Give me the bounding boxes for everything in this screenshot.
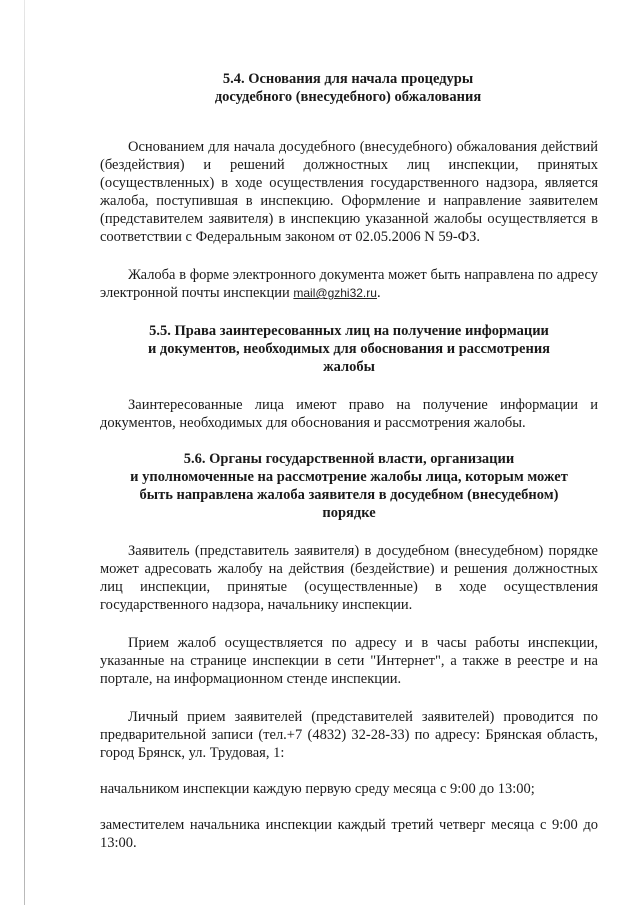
heading-5-6-line1: 5.6. Органы государственной власти, организации: [183, 451, 515, 467]
paragraph-5-6-applicant: Заявитель (представитель заявителя) в досудебном (внесудебном) порядке может адресовать жалобу на действия (бездействие) и решения должностных лиц инспекции, принятые (осуществленные) в ходе осуществления государственного надзора, начальнику инспекции.: [100, 543, 598, 613]
heading-5-5-line2: и документов, необходимых для обоснования и рассмотрения: [147, 341, 551, 357]
paragraph-5-4-electronic: [100, 266, 598, 302]
paragraph-5-6-personal-reception: Личный прием заявителей (представителей заявителей) проводится по предварительной записи (тел.+7 (4832) 32-28-33) по адресу: Брянская область, город Брянск, ул. Трудовая, 1:: [100, 709, 598, 761]
paragraph-5-4-basis: Основанием для начала досудебного (внесудебного) обжалования действий (бездействия) и решений должностных лиц инспекции, принятых (осуществленных) в ходе осуществления государственного надзора, является жалоба, поступившая в инспекцию. Оформление и направление заявителем (представителем заявителя) в инспекцию указанной жалобы осуществляется в соответствии с Федеральным законом от 02.05.2006 N 59-ФЗ.: [100, 139, 598, 245]
heading-5-6-line2: и уполномоченные на рассмотрение жалобы лица, которым может: [130, 469, 568, 485]
heading-5-6-line4: порядке: [322, 505, 376, 521]
paragraph-5-6-deputy-schedule: заместителем начальника инспекции каждый третий четверг месяца с 9:00 до 13:00.: [100, 817, 598, 851]
heading-5-5-line1: 5.5. Права заинтересованных лиц на получение информации: [149, 323, 549, 339]
scan-edge-line: [24, 0, 25, 905]
paragraph-5-6-reception: Прием жалоб осуществляется по адресу и в часы работы инспекции, указанные на странице инспекции в сети "Интернет", а также в реестре и на портале, на информационном стенде инспекции.: [100, 635, 598, 687]
paragraph-5-4-electronic-text: Жалоба в форме электронного документа может быть направлена по адресу электронной почты инспекции: [100, 267, 598, 301]
email-link[interactable]: mail@gzhi32.ru: [293, 286, 377, 300]
heading-5-6: [100, 450, 598, 522]
paragraph-5-5-rights: Заинтересованные лица имеют право на получение информации и документов, необходимых для обоснования и рассмотрения жалобы.: [100, 397, 598, 431]
document-page: [100, 70, 598, 852]
paragraph-5-4-electronic-end: .: [376, 285, 381, 301]
heading-5-4: [98, 70, 598, 106]
heading-5-4-line2: досудебного (внесудебного) обжалования: [214, 89, 482, 105]
paragraph-5-6-head-schedule: начальником инспекции каждую первую среду месяца с 9:00 до 13:00;: [100, 781, 535, 797]
heading-5-6-line3: быть направлена жалоба заявителя в досудебном (внесудебном): [139, 487, 559, 503]
heading-5-5-line3: жалобы: [323, 359, 375, 375]
heading-5-4-line1: 5.4. Основания для начала процедуры: [222, 71, 474, 87]
heading-5-5: [100, 322, 598, 376]
